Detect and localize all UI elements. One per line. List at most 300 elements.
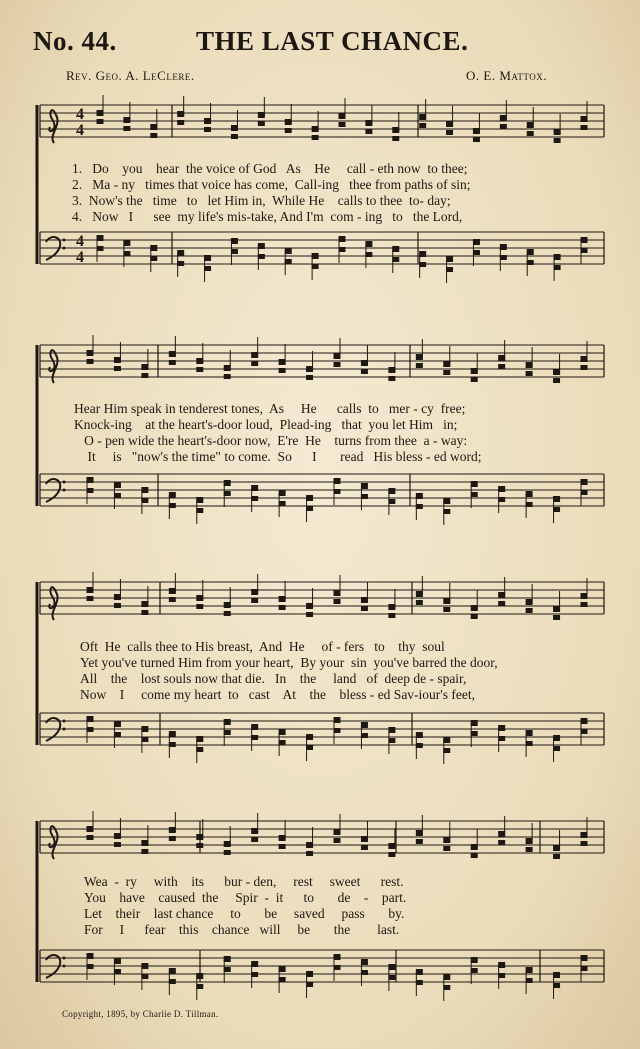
note-head-square — [114, 958, 121, 964]
note-head-triangle — [416, 980, 423, 985]
note-head-square — [388, 738, 395, 743]
note-head-triangle — [339, 113, 346, 119]
note-head-triangle — [251, 735, 258, 740]
note-head-square — [141, 373, 148, 378]
note-head-triangle — [416, 969, 423, 975]
note-head-triangle — [581, 832, 588, 838]
note-head-triangle — [581, 479, 588, 485]
note-head-triangle — [581, 718, 588, 724]
note-head-square — [553, 746, 560, 751]
note-head-square — [553, 615, 560, 620]
note-head-triangle — [581, 593, 588, 599]
note-head-triangle — [581, 237, 588, 243]
note-head-triangle — [251, 496, 258, 501]
note-head-square — [473, 239, 480, 245]
note-head-triangle — [498, 592, 505, 598]
note-head-triangle — [498, 486, 505, 492]
note-head-square — [141, 726, 148, 732]
note-head-triangle — [251, 485, 258, 491]
note-head-triangle — [581, 729, 588, 734]
note-head-square — [114, 721, 121, 727]
note-head-triangle — [334, 954, 341, 960]
lyric-line: 4. Now I see my life's mis-take, And I'm com - ing to the Lord, — [72, 209, 463, 224]
note-head-square — [150, 256, 157, 261]
bass-clef-icon — [46, 718, 60, 741]
note-head-square — [224, 491, 231, 496]
note-head-square — [471, 968, 478, 973]
note-head-square — [123, 117, 130, 123]
note-head-square — [279, 368, 286, 373]
note-head-square — [471, 605, 478, 611]
lyric-line: Knock-ing at the heart's-door loud, Plead-ing that you let Him in; — [74, 417, 458, 432]
bass-clef-icon — [46, 237, 60, 260]
note-head-square — [471, 492, 478, 497]
note-head-square — [231, 125, 238, 131]
lyric-line: It is "now's the time" to come. So I read His bless - ed word; — [74, 449, 482, 464]
note-head-square — [365, 120, 372, 126]
note-head-square — [388, 488, 395, 494]
note-head-square — [306, 375, 313, 380]
note-head-square — [141, 364, 148, 370]
note-head-triangle — [87, 477, 94, 483]
note-head-square — [443, 598, 450, 604]
note-head-square — [196, 843, 203, 848]
note-head-triangle — [498, 831, 505, 837]
lyric-line: For I fear this chance will be the last. — [84, 922, 400, 937]
note-head-square — [443, 509, 450, 514]
note-head-square — [196, 973, 203, 979]
note-head-square — [361, 360, 368, 366]
note-head-square — [196, 595, 203, 601]
note-head-triangle — [169, 503, 176, 508]
note-head-square — [361, 836, 368, 842]
note-head-square — [526, 838, 533, 844]
note-head-square — [312, 253, 319, 259]
lyric-line: 1. Do you hear the voice of God As He call - eth now to thee; — [72, 161, 468, 176]
note-head-triangle — [498, 736, 505, 741]
note-head-square — [224, 967, 231, 972]
note-head-square — [114, 969, 121, 974]
bass-clef-icon — [46, 479, 60, 502]
note-head-triangle — [339, 247, 346, 252]
note-head-triangle — [581, 602, 588, 607]
note-head-square — [141, 498, 148, 503]
note-head-triangle — [334, 965, 341, 970]
note-head-triangle — [498, 840, 505, 845]
note-head-square — [279, 501, 286, 506]
note-head-square — [553, 972, 560, 978]
note-head-square — [553, 606, 560, 612]
note-head-triangle — [258, 254, 265, 259]
note-head-square — [443, 837, 450, 843]
note-head-triangle — [334, 362, 341, 367]
lyric-line: O - pen wide the heart's-door now, E're He turns from thee a - way: — [74, 433, 468, 448]
note-head-square — [123, 240, 130, 246]
note-head-square — [224, 365, 231, 371]
note-head-triangle — [416, 600, 423, 605]
note-head-triangle — [581, 490, 588, 495]
note-head-square — [553, 854, 560, 859]
note-head-triangle — [177, 120, 184, 125]
note-head-square — [306, 851, 313, 856]
note-head-triangle — [339, 236, 346, 242]
note-head-square — [388, 376, 395, 381]
clef-dot — [63, 481, 66, 484]
note-head-square — [312, 135, 319, 140]
note-head-square — [312, 264, 319, 269]
note-head-triangle — [334, 829, 341, 835]
time-signature-top: 4 — [76, 106, 84, 123]
note-head-square — [279, 729, 286, 735]
note-head-triangle — [251, 361, 258, 366]
note-head-square — [279, 490, 286, 496]
note-head-square — [196, 358, 203, 364]
note-head-square — [141, 974, 148, 979]
hymn-title: THE LAST CHANCE. — [196, 26, 469, 56]
note-head-square — [553, 735, 560, 741]
note-head-square — [114, 366, 121, 371]
note-head-triangle — [251, 837, 258, 842]
note-head-triangle — [416, 504, 423, 509]
note-head-square — [114, 482, 121, 488]
note-head-triangle — [419, 114, 426, 120]
note-head-square — [526, 362, 533, 368]
note-head-triangle — [87, 488, 94, 493]
note-head-square — [196, 604, 203, 609]
note-head-square — [553, 983, 560, 988]
note-head-square — [527, 131, 534, 136]
note-head-square — [526, 608, 533, 613]
note-head-square — [526, 730, 533, 736]
note-head-triangle — [416, 830, 423, 836]
note-head-square — [114, 603, 121, 608]
note-head-square — [279, 966, 286, 972]
note-head-square — [279, 977, 286, 982]
note-head-triangle — [87, 350, 94, 356]
note-head-triangle — [87, 826, 94, 832]
clef-dot — [63, 720, 66, 723]
clef-dot — [63, 957, 66, 960]
clef-dot — [63, 239, 66, 242]
note-head-square — [443, 748, 450, 753]
note-head-square — [443, 498, 450, 504]
note-head-square — [196, 367, 203, 372]
lyric-line: Now I come my heart to cast At the bless - ed Sav-iour's feet, — [80, 687, 475, 702]
note-head-triangle — [500, 244, 507, 250]
note-head-triangle — [581, 248, 588, 253]
note-head-square — [361, 959, 368, 965]
note-head-square — [526, 978, 533, 983]
note-head-square — [443, 607, 450, 612]
note-head-square — [553, 496, 560, 502]
note-head-square — [443, 361, 450, 367]
note-head-triangle — [97, 110, 104, 116]
note-head-square — [224, 956, 231, 962]
note-head-square — [141, 840, 148, 846]
note-head-triangle — [500, 255, 507, 260]
lyric-line: Oft He calls thee to His breast, And He of - fers to thy soul — [80, 639, 445, 654]
note-head-triangle — [97, 119, 104, 124]
note-head-square — [306, 603, 313, 609]
note-head-square — [224, 602, 231, 608]
note-head-square — [306, 612, 313, 617]
note-head-square — [150, 133, 157, 138]
note-head-square — [388, 604, 395, 610]
note-head-square — [141, 963, 148, 969]
note-head-square — [361, 845, 368, 850]
note-head-square — [553, 507, 560, 512]
note-head-square — [231, 238, 238, 244]
note-head-triangle — [416, 354, 423, 360]
note-head-square — [471, 731, 478, 736]
note-head-square — [526, 741, 533, 746]
note-head-square — [279, 596, 286, 602]
note-head-square — [471, 957, 478, 963]
hymn-number: No. 44. — [33, 26, 117, 56]
note-head-square — [141, 849, 148, 854]
note-head-square — [196, 984, 203, 989]
note-head-square — [526, 967, 533, 973]
note-head-square — [443, 846, 450, 851]
note-head-square — [196, 736, 203, 742]
note-head-square — [279, 835, 286, 841]
note-head-square — [150, 124, 157, 130]
note-head-square — [392, 257, 399, 262]
note-head-triangle — [416, 363, 423, 368]
note-head-triangle — [251, 828, 258, 834]
note-head-square — [446, 256, 453, 262]
time-signature-bottom: 4 — [76, 249, 84, 266]
note-head-square — [123, 126, 130, 131]
note-head-square — [554, 129, 561, 135]
note-head-square — [231, 134, 238, 139]
note-head-square — [141, 601, 148, 607]
note-head-square — [388, 499, 395, 504]
lyric-line: Hear Him speak in tenderest tones, As He calls to mer - cy free; — [74, 401, 466, 416]
note-head-triangle — [251, 352, 258, 358]
lyric-line: 3. Now's the time to let Him in, While He calls to thee to- day; — [72, 193, 451, 208]
note-head-triangle — [258, 243, 265, 249]
note-head-triangle — [251, 972, 258, 977]
note-head-triangle — [416, 591, 423, 597]
note-head-triangle — [334, 353, 341, 359]
note-head-square — [285, 128, 292, 133]
note-head-square — [527, 122, 534, 128]
bass-clef-icon — [46, 955, 60, 978]
note-head-square — [526, 599, 533, 605]
note-head-square — [361, 494, 368, 499]
lyricist-credit: Rev. Geo. A. LeClere. — [66, 68, 195, 83]
note-head-triangle — [87, 727, 94, 732]
note-head-square — [361, 483, 368, 489]
note-head-triangle — [419, 251, 426, 257]
note-head-square — [312, 126, 319, 132]
note-head-triangle — [97, 246, 104, 251]
note-head-triangle — [581, 116, 588, 122]
copyright-notice: Copyright, 1895, by Charlie D. Tillman. — [62, 1009, 219, 1019]
note-head-square — [471, 377, 478, 382]
note-head-square — [365, 129, 372, 134]
note-head-triangle — [416, 743, 423, 748]
note-head-square — [196, 747, 203, 752]
note-head-triangle — [169, 742, 176, 747]
note-head-triangle — [581, 955, 588, 961]
note-head-triangle — [419, 123, 426, 128]
note-head-triangle — [87, 953, 94, 959]
note-head-square — [361, 606, 368, 611]
note-head-square — [306, 745, 313, 750]
note-head-triangle — [87, 835, 94, 840]
note-head-triangle — [258, 112, 265, 118]
clef-dot — [63, 489, 66, 492]
note-head-square — [554, 254, 561, 260]
note-head-triangle — [251, 961, 258, 967]
note-head-square — [471, 368, 478, 374]
note-head-square — [114, 594, 121, 600]
note-head-square — [306, 495, 313, 501]
note-head-triangle — [258, 121, 265, 126]
lyric-line: Yet you've turned Him from your heart, By your sin you've barred the door, — [80, 655, 498, 670]
note-head-square — [196, 834, 203, 840]
note-head-square — [446, 121, 453, 127]
note-head-square — [224, 480, 231, 486]
note-head-triangle — [169, 968, 176, 974]
note-head-square — [554, 265, 561, 270]
note-head-triangle — [87, 716, 94, 722]
note-head-square — [473, 137, 480, 142]
note-head-triangle — [581, 841, 588, 846]
note-head-square — [306, 982, 313, 987]
note-head-triangle — [498, 497, 505, 502]
note-head-triangle — [498, 601, 505, 606]
note-head-square — [123, 251, 130, 256]
lyric-line: All the lost souls now that die. In the land of deep de - spair, — [80, 671, 467, 686]
note-head-triangle — [498, 364, 505, 369]
note-head-triangle — [334, 599, 341, 604]
note-head-square — [388, 852, 395, 857]
note-head-square — [392, 246, 399, 252]
note-head-square — [114, 842, 121, 847]
note-head-square — [114, 493, 121, 498]
note-head-square — [306, 366, 313, 372]
clef-dot — [63, 247, 66, 250]
note-head-square — [471, 720, 478, 726]
note-head-square — [388, 843, 395, 849]
note-head-square — [361, 597, 368, 603]
note-head-square — [204, 266, 211, 271]
note-head-square — [204, 255, 211, 261]
note-head-triangle — [169, 360, 176, 365]
note-head-triangle — [334, 717, 341, 723]
note-head-square — [365, 241, 372, 247]
note-head-square — [114, 732, 121, 737]
note-head-square — [224, 841, 231, 847]
note-head-triangle — [498, 962, 505, 968]
note-head-square — [471, 614, 478, 619]
clef-dot — [63, 965, 66, 968]
lyric-line: Wea - ry with its bur - den, rest sweet rest. — [84, 874, 404, 889]
note-head-triangle — [97, 235, 104, 241]
note-head-triangle — [581, 365, 588, 370]
note-head-square — [361, 722, 368, 728]
note-head-triangle — [416, 839, 423, 844]
time-signature-bottom: 4 — [76, 122, 84, 139]
note-head-triangle — [87, 359, 94, 364]
note-head-triangle — [334, 478, 341, 484]
composer-credit: O. E. Mattox. — [466, 68, 547, 83]
note-head-square — [527, 260, 534, 265]
note-head-triangle — [500, 124, 507, 129]
note-head-square — [204, 127, 211, 132]
note-head-square — [150, 245, 157, 251]
note-head-triangle — [169, 351, 176, 357]
note-head-triangle — [334, 489, 341, 494]
note-head-square — [141, 737, 148, 742]
lyric-line: Let their last chance to be saved pass by. — [84, 906, 405, 921]
note-head-square — [388, 613, 395, 618]
note-head-square — [279, 359, 286, 365]
note-head-square — [365, 252, 372, 257]
note-head-square — [392, 127, 399, 133]
note-head-triangle — [334, 590, 341, 596]
note-head-triangle — [169, 827, 176, 833]
note-head-square — [279, 844, 286, 849]
note-head-square — [224, 374, 231, 379]
note-head-square — [392, 136, 399, 141]
note-head-triangle — [169, 731, 176, 737]
note-head-triangle — [87, 964, 94, 969]
note-head-square — [526, 502, 533, 507]
note-head-square — [471, 844, 478, 850]
note-head-square — [553, 369, 560, 375]
note-head-triangle — [169, 979, 176, 984]
note-head-triangle — [169, 597, 176, 602]
note-head-square — [553, 845, 560, 851]
note-head-triangle — [251, 724, 258, 730]
note-head-square — [388, 975, 395, 980]
note-head-square — [224, 611, 231, 616]
note-head-square — [388, 727, 395, 733]
note-head-square — [526, 491, 533, 497]
note-head-square — [279, 740, 286, 745]
note-head-triangle — [339, 122, 346, 127]
note-head-square — [443, 737, 450, 743]
note-head-square — [526, 371, 533, 376]
note-head-square — [361, 970, 368, 975]
note-head-triangle — [251, 598, 258, 603]
note-head-square — [204, 118, 211, 124]
note-head-triangle — [419, 262, 426, 267]
note-head-triangle — [169, 588, 176, 594]
note-head-square — [361, 733, 368, 738]
note-head-triangle — [416, 732, 423, 738]
note-head-square — [526, 847, 533, 852]
note-head-square — [553, 378, 560, 383]
treble-clef-icon — [49, 587, 57, 620]
note-head-triangle — [177, 250, 184, 256]
note-head-square — [527, 249, 534, 255]
note-head-square — [388, 964, 395, 970]
note-head-square — [306, 971, 313, 977]
note-head-triangle — [581, 966, 588, 971]
treble-clef-icon — [49, 826, 57, 859]
note-head-square — [471, 853, 478, 858]
note-head-square — [306, 506, 313, 511]
note-head-square — [141, 487, 148, 493]
note-head-square — [196, 508, 203, 513]
note-head-triangle — [87, 596, 94, 601]
note-head-triangle — [581, 356, 588, 362]
